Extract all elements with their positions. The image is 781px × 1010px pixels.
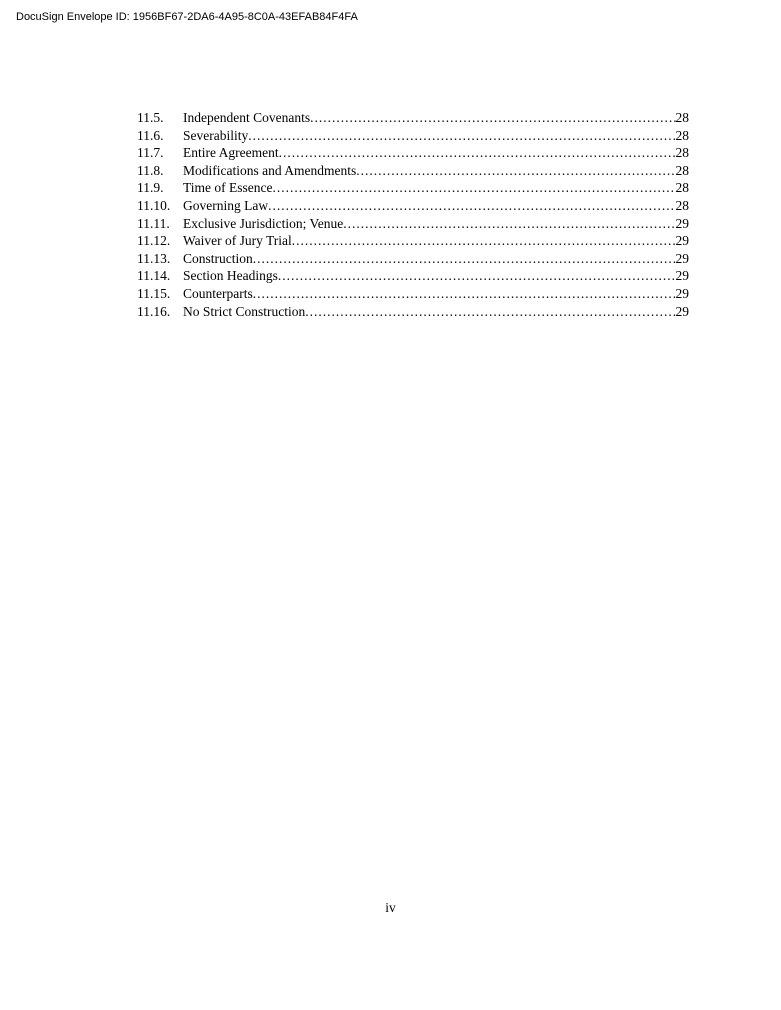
toc-dot-leader <box>253 285 676 303</box>
toc-entry-title: Entire Agreement <box>183 145 279 161</box>
toc-entry <box>137 162 689 180</box>
toc-entry-title: Severability <box>183 127 249 143</box>
toc-entry <box>137 179 689 197</box>
toc-entry-number: 11.9. <box>137 180 164 196</box>
toc-entry-title: No Strict Construction <box>183 303 306 319</box>
toc-entry-page: 29 <box>675 268 689 284</box>
toc-entry-page: 28 <box>675 145 689 161</box>
toc-entry <box>137 267 689 285</box>
toc-entry-page: 29 <box>675 285 689 301</box>
toc-entry <box>137 250 689 268</box>
toc-entry <box>137 144 689 162</box>
toc-dot-leader <box>279 144 676 162</box>
toc-entry <box>137 215 689 233</box>
toc-dot-leader <box>253 250 676 268</box>
toc-entry-title: Time of Essence <box>183 180 273 196</box>
toc-entry-number: 11.14. <box>137 268 171 284</box>
toc-entry <box>137 285 689 303</box>
toc-dot-leader <box>305 303 675 321</box>
toc-entry-number: 11.12. <box>137 233 171 249</box>
toc-entry-number: 11.11. <box>137 215 170 231</box>
toc-entry-page: 29 <box>675 233 689 249</box>
toc-entry-number: 11.8. <box>137 162 164 178</box>
table-of-contents <box>137 109 689 320</box>
toc-entry-number: 11.6. <box>137 127 164 143</box>
toc-entry <box>137 197 689 215</box>
toc-entry <box>137 303 689 321</box>
toc-entry-title: Independent Covenants <box>183 110 311 125</box>
toc-entry-page: 28 <box>675 197 689 213</box>
toc-dot-leader <box>292 232 676 250</box>
toc-entry-number: 11.16. <box>137 303 171 319</box>
toc-entry-title: Modifications and Amendments <box>183 162 357 178</box>
toc-entry-title: Governing Law <box>183 197 269 213</box>
toc-dot-leader <box>356 162 675 180</box>
toc-entry-number: 11.10. <box>137 197 171 213</box>
toc-dot-leader <box>343 215 675 233</box>
toc-entry <box>137 127 689 145</box>
toc-entry-page: 28 <box>675 127 689 143</box>
toc-entry-page: 28 <box>675 162 689 178</box>
toc-entry-page: 29 <box>675 250 689 266</box>
page-number: iv <box>385 900 396 915</box>
docusign-envelope-id: DocuSign Envelope ID: 1956BF67-2DA6-4A95-8C0A-43EFAB84F4FA <box>16 11 358 23</box>
toc-dot-leader <box>268 197 675 215</box>
toc-dot-leader <box>278 267 676 285</box>
toc-entry-number: 11.13. <box>137 250 171 266</box>
toc-entry-number: 11.5. <box>137 110 164 125</box>
toc-entry-page: 28 <box>675 180 689 196</box>
toc-entry-title: Waiver of Jury Trial <box>183 233 292 249</box>
toc-entry-page: 28 <box>675 110 689 125</box>
toc-entry-title: Counterparts <box>183 285 253 301</box>
toc-dot-leader <box>273 179 676 197</box>
toc-entry-title: Section Headings <box>183 268 278 284</box>
toc-entry-page: 29 <box>675 215 689 231</box>
toc-entry-title: Construction <box>183 250 253 266</box>
toc-entry-number: 11.7. <box>137 145 164 161</box>
toc-entry-number: 11.15. <box>137 285 171 301</box>
toc-entry-title: Exclusive Jurisdiction; Venue <box>183 215 344 231</box>
toc-entry-page: 29 <box>675 303 689 319</box>
toc-entry <box>137 109 689 127</box>
toc-dot-leader <box>248 127 675 145</box>
toc-entry <box>137 232 689 250</box>
toc-dot-leader <box>310 109 675 127</box>
